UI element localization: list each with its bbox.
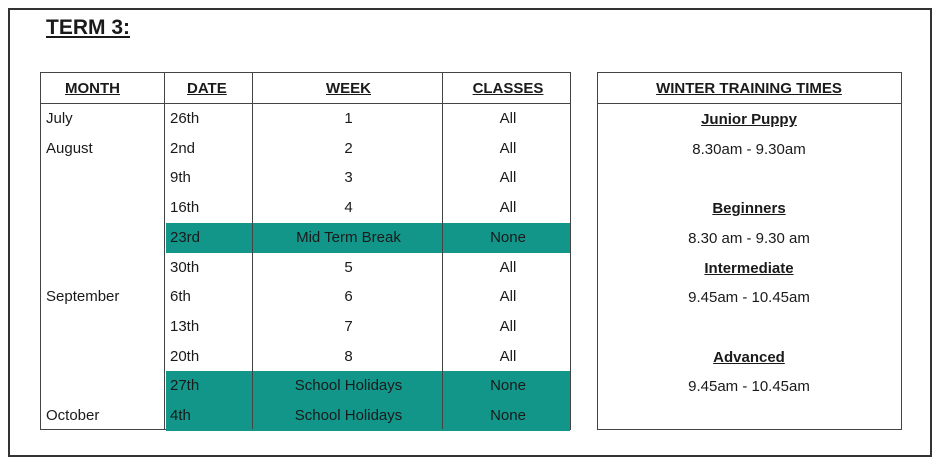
row-month: October [46, 407, 100, 424]
row-classes: None [490, 228, 526, 246]
row-classes: None [490, 407, 526, 424]
header-date: DATE [187, 80, 227, 97]
winter-class-heading: Intermediate [704, 259, 794, 277]
row-date: 27th [170, 377, 200, 395]
row-week: Mid Term Break [296, 228, 401, 246]
header-classes: CLASSES [472, 80, 544, 97]
header-month: MONTH [65, 80, 120, 97]
row-week: 8 [344, 347, 353, 365]
row-month: July [46, 110, 73, 127]
row-classes: All [499, 199, 517, 217]
row-week: School Holidays [294, 377, 403, 395]
row-week: 5 [344, 258, 353, 276]
row-date: 20th [170, 347, 200, 365]
row-week: School Holidays [294, 407, 403, 424]
winter-title: WINTER TRAINING TIMES [656, 80, 842, 97]
winter-class-time: 9.45am - 10.45am [688, 289, 810, 307]
row-classes: All [499, 110, 517, 127]
row-week: 2 [344, 139, 353, 157]
row-date: 2nd [170, 139, 196, 157]
row-classes: All [499, 258, 517, 276]
row-classes: All [499, 169, 517, 187]
row-date: 26th [170, 110, 200, 127]
row-date: 23rd [170, 228, 201, 246]
winter-training-times-panel [597, 72, 902, 430]
row-date: 9th [170, 169, 191, 187]
row-classes: All [499, 139, 517, 157]
row-date: 13th [170, 317, 200, 335]
row-month: August [46, 139, 93, 157]
row-week: 6 [344, 288, 353, 306]
row-classes: All [499, 347, 517, 365]
winter-class-heading: Beginners [712, 200, 786, 218]
winter-class-time: 8.30 am - 9.30 am [688, 229, 810, 247]
row-date: 4th [170, 407, 191, 424]
winter-class-time: 8.30am - 9.30am [692, 140, 806, 158]
row-date: 16th [170, 199, 200, 217]
row-week: 3 [344, 169, 353, 187]
row-classes: All [499, 288, 517, 306]
term-schedule-table [40, 72, 571, 430]
header-week: WEEK [326, 80, 371, 97]
column-divider [164, 73, 165, 429]
term-title: TERM 3: [46, 16, 130, 39]
header-divider [41, 103, 570, 104]
row-week: 4 [344, 199, 353, 217]
row-date: 30th [170, 258, 200, 276]
row-classes: None [490, 377, 526, 395]
row-date: 6th [170, 288, 191, 306]
row-week: 7 [344, 317, 353, 335]
row-month: September [46, 288, 120, 306]
winter-header-divider [598, 103, 901, 104]
winter-class-heading: Advanced [713, 348, 785, 366]
winter-class-time: 9.45am - 10.45am [688, 378, 810, 396]
row-week: 1 [344, 110, 353, 127]
winter-class-heading: Junior Puppy [701, 111, 797, 128]
row-classes: All [499, 317, 517, 335]
